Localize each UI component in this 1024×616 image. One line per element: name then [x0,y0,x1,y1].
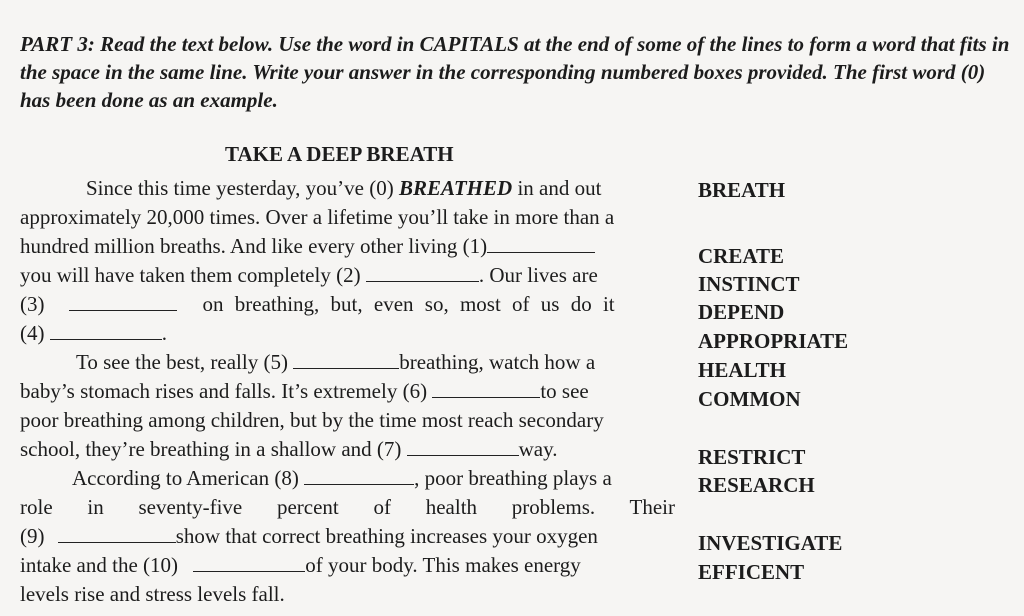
blank-10[interactable] [193,570,305,572]
passage-line-14 [20,551,675,579]
text: on breathing, but, even so, most of us do it [202,292,615,316]
word-appropriate: APPROPRIATE [698,329,849,353]
word-investigate: INVESTIGATE [698,531,843,555]
blank-1[interactable] [487,251,595,253]
passage-line-13 [20,522,675,550]
word-depend: DEPEND [698,300,785,324]
passage-line-5 [20,290,675,318]
instructions: PART 3: Read the text below. Use the word in CAPITALS at the end of some of the lines to form a word that fits in the space in the same line. Write your answer in the corresponding numbered boxes provided. The first word (0) has been done as an example. [20,32,1010,112]
word-efficent: EFFICENT [698,560,805,584]
text: school, they’re breathing in a shallow and (7) [20,437,407,461]
text: . Our lives are [478,263,598,287]
text: to see [540,379,589,403]
blank-6[interactable] [432,396,540,398]
text: Since this time yesterday, you’ve (0) [86,176,399,200]
passage-line-10 [20,435,675,463]
passage-line-8 [20,377,675,405]
text: . [161,321,167,345]
blank-9[interactable] [58,541,176,543]
text: (9) [20,524,50,548]
blank-7[interactable] [407,454,519,456]
text: you will have taken them completely (2) [20,263,366,287]
blank-4[interactable] [50,338,162,340]
blank-2[interactable] [366,280,479,282]
passage-line-7 [76,348,676,376]
text: intake and the (10) [20,553,184,577]
passage-line-9: poor breathing among children, but by the time most reach secondary [20,408,604,432]
passage-line-12: role in seventy-five percent of health problems. Their [20,495,675,519]
passage-title: TAKE A DEEP BREATH [225,142,454,166]
word-health: HEALTH [698,358,786,382]
text: (3) [20,292,45,316]
text: To see the best, really (5) [76,350,294,374]
blank-3[interactable] [69,309,177,311]
text: way. [518,437,558,461]
passage-line-15: levels rise and stress levels fall. [20,582,285,606]
passage-line-1 [86,174,676,202]
word-restrict: RESTRICT [698,445,806,469]
text: According to American (8) [72,466,305,490]
blank-5[interactable] [293,367,399,369]
word-research: RESEARCH [698,473,815,497]
text: baby’s stomach rises and falls. It’s extremely (6) [20,379,433,403]
word-common: COMMON [698,387,801,411]
blank-8[interactable] [304,483,414,485]
text: , poor breathing plays a [414,466,612,490]
passage-line-3 [20,232,675,260]
text: (4) [20,321,50,345]
word-instinct: INSTINCT [698,272,800,296]
passage-line-2: approximately 20,000 times. Over a lifetime you’ll take in more than a [20,205,615,229]
example-answer: BREATHED [398,176,513,200]
text: in and out [512,176,602,200]
text: show that correct breathing increases your oxygen [175,524,598,548]
text: breathing, watch how a [399,350,596,374]
passage-line-11 [72,464,676,492]
word-create: CREATE [698,244,784,268]
word-breath: BREATH [698,178,786,202]
passage-line-4 [20,261,675,289]
passage-line-6 [20,319,675,347]
text: hundred million breaths. And like every other living (1) [20,234,488,258]
text: of your body. This makes energy [305,553,581,577]
